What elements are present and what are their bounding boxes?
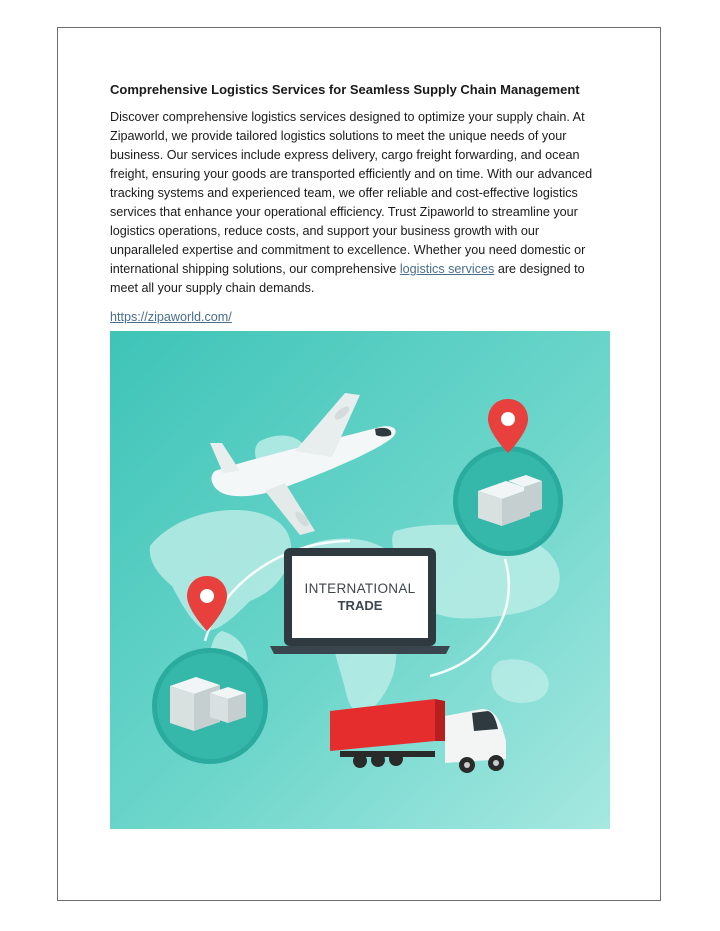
document-page: [57, 27, 661, 901]
document-title: Comprehensive Logistics Services for Seamless Supply Chain Management: [110, 82, 580, 97]
screen-line1: INTERNATIONAL: [304, 581, 416, 596]
package-circle-left: [152, 648, 268, 764]
logistics-illustration: [110, 331, 610, 829]
screen-line2: TRADE: [337, 598, 383, 613]
package-circle-right: [453, 446, 563, 556]
paragraph-text-end: are designed to meet all your supply chain demands.: [110, 262, 585, 295]
paragraph-text-start: Discover comprehensive logistics services designed to optimize your supply chain. At Zipaworld, we provide tailored logistics solutions to meet the unique needs of your business. Our services include express delivery, cargo freight forwarding, and ocean freight, ensuring your goods are transported efficiently and on time. With our advanced tracking systems and experienced team, we offer reliable and cost-effective logistics services that enhance your operational efficiency. Trust Zipaworld to streamline your logistics operations, reduce costs, and support your business growth with our unparalleled expertise and commitment to excellence. Whether you need domestic or international shipping solutions, our comprehensive: [110, 110, 593, 276]
body-paragraph: [110, 108, 610, 298]
website-url-link[interactable]: https://zipaworld.com/: [110, 310, 232, 324]
logistics-services-link[interactable]: logistics services: [399, 262, 495, 276]
document-content: [110, 81, 610, 326]
laptop-icon: [270, 548, 450, 654]
illustration-svg: [110, 331, 610, 829]
